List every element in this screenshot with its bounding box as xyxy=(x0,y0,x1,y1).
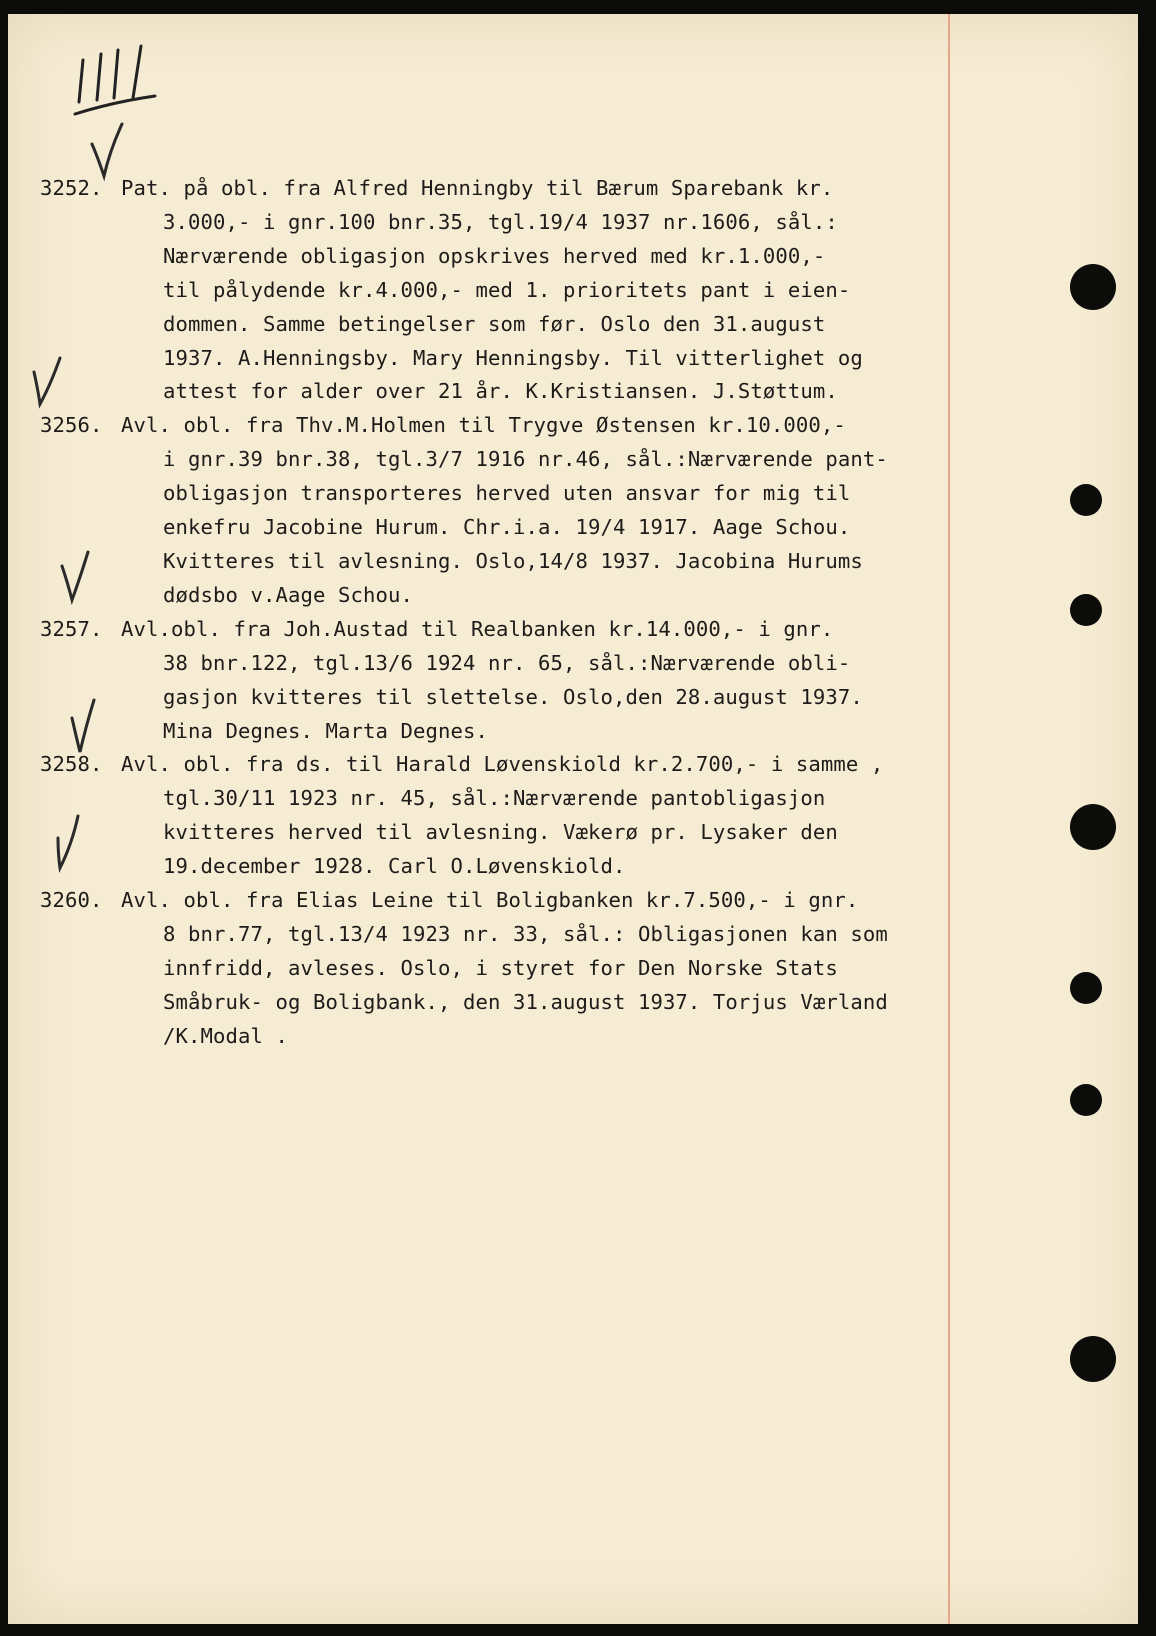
ledger-entry xyxy=(8,409,968,612)
ledger-entry xyxy=(8,748,968,884)
handwritten-page-number xyxy=(73,42,183,122)
punch-hole xyxy=(1070,1336,1116,1382)
entry-text-line: innfridd, avleses. Oslo, i styret for Den Norske Stats xyxy=(163,955,838,980)
punch-hole xyxy=(1070,594,1102,626)
punch-hole xyxy=(1070,804,1116,850)
ledger-entry xyxy=(8,172,968,409)
entry-text-line: Nærværende obligasjon opskrives herved med kr.1.000,- xyxy=(163,243,826,268)
entry-number: 3252. xyxy=(40,176,103,200)
entry-text-line: 1937. A.Henningsby. Mary Henningsby. Til vitterlighet og xyxy=(163,345,863,370)
entry-text-line: 3.000,- i gnr.100 bnr.35, tgl.19/4 1937 nr.1606, sål.: xyxy=(163,209,838,234)
entry-number: 3258. xyxy=(40,752,103,777)
entry-text-line: Mina Degnes. Marta Degnes. xyxy=(163,718,488,743)
entry-text-line: Pat. på obl. fra Alfred Henningby til Bærum Sparebank kr. xyxy=(121,176,834,200)
entry-text-line: enkefru Jacobine Hurum. Chr.i.a. 19/4 1917. Aage Schou. xyxy=(163,515,851,540)
entry-text-line: gasjon kvitteres til slettelse. Oslo,den 28.august 1937. xyxy=(163,684,863,709)
entry-text-line: obligasjon transporteres herved uten ansvar for mig til xyxy=(163,481,851,506)
punch-hole xyxy=(1070,1084,1102,1116)
ledger-entries xyxy=(8,172,968,1054)
entry-text-line: attest for alder over 21 år. K.Kristiansen. J.Støttum. xyxy=(163,379,838,404)
document-page xyxy=(8,14,1138,1624)
entry-text-line: Avl. obl. fra Thv.M.Holmen til Trygve Østensen kr.10.000,- xyxy=(121,413,846,438)
entry-number: 3257. xyxy=(40,616,103,641)
entry-number: 3260. xyxy=(40,888,103,913)
entry-text-line: dommen. Samme betingelser som før. Oslo den 31.august xyxy=(163,311,826,336)
entry-text-line: kvitteres herved til avlesning. Vækerø pr. Lysaker den xyxy=(163,820,838,845)
ledger-entry xyxy=(8,884,968,1054)
entry-text-line: til pålydende kr.4.000,- med 1. prioritets pant i eien- xyxy=(163,277,851,302)
entry-text-line: i gnr.39 bnr.38, tgl.3/7 1916 nr.46, sål.:Nærværende pant- xyxy=(163,447,888,472)
entry-text-line: tgl.30/11 1923 nr. 45, sål.:Nærværende pantobligasjon xyxy=(163,786,826,811)
entry-text-line: Avl. obl. fra ds. til Harald Løvenskiold kr.2.700,- i samme , xyxy=(121,752,884,777)
entry-text-line: Avl.obl. fra Joh.Austad til Realbanken kr.14.000,- i gnr. xyxy=(121,616,834,641)
punch-hole xyxy=(1070,972,1102,1004)
entry-text-line: Småbruk- og Boligbank., den 31.august 1937. Torjus Værland xyxy=(163,989,888,1014)
entry-text-line: /K.Modal . xyxy=(163,1023,288,1048)
entry-text-line: dødsbo v.Aage Schou. xyxy=(163,582,413,607)
punch-hole xyxy=(1070,484,1102,516)
entry-number: 3256. xyxy=(40,413,103,438)
entry-text-line: Avl. obl. fra Elias Leine til Boligbanken kr.7.500,- i gnr. xyxy=(121,888,859,913)
entry-text-line: 38 bnr.122, tgl.13/6 1924 nr. 65, sål.:Nærværende obli- xyxy=(163,650,851,675)
ledger-entry xyxy=(8,613,968,749)
entry-text-line: 8 bnr.77, tgl.13/4 1923 nr. 33, sål.: Obligasjonen kan som xyxy=(163,921,888,946)
entry-text-line: 19.december 1928. Carl O.Løvenskiold. xyxy=(163,854,626,879)
punch-hole xyxy=(1070,264,1116,310)
entry-text-line: Kvitteres til avlesning. Oslo,14/8 1937. Jacobina Hurums xyxy=(163,548,863,573)
